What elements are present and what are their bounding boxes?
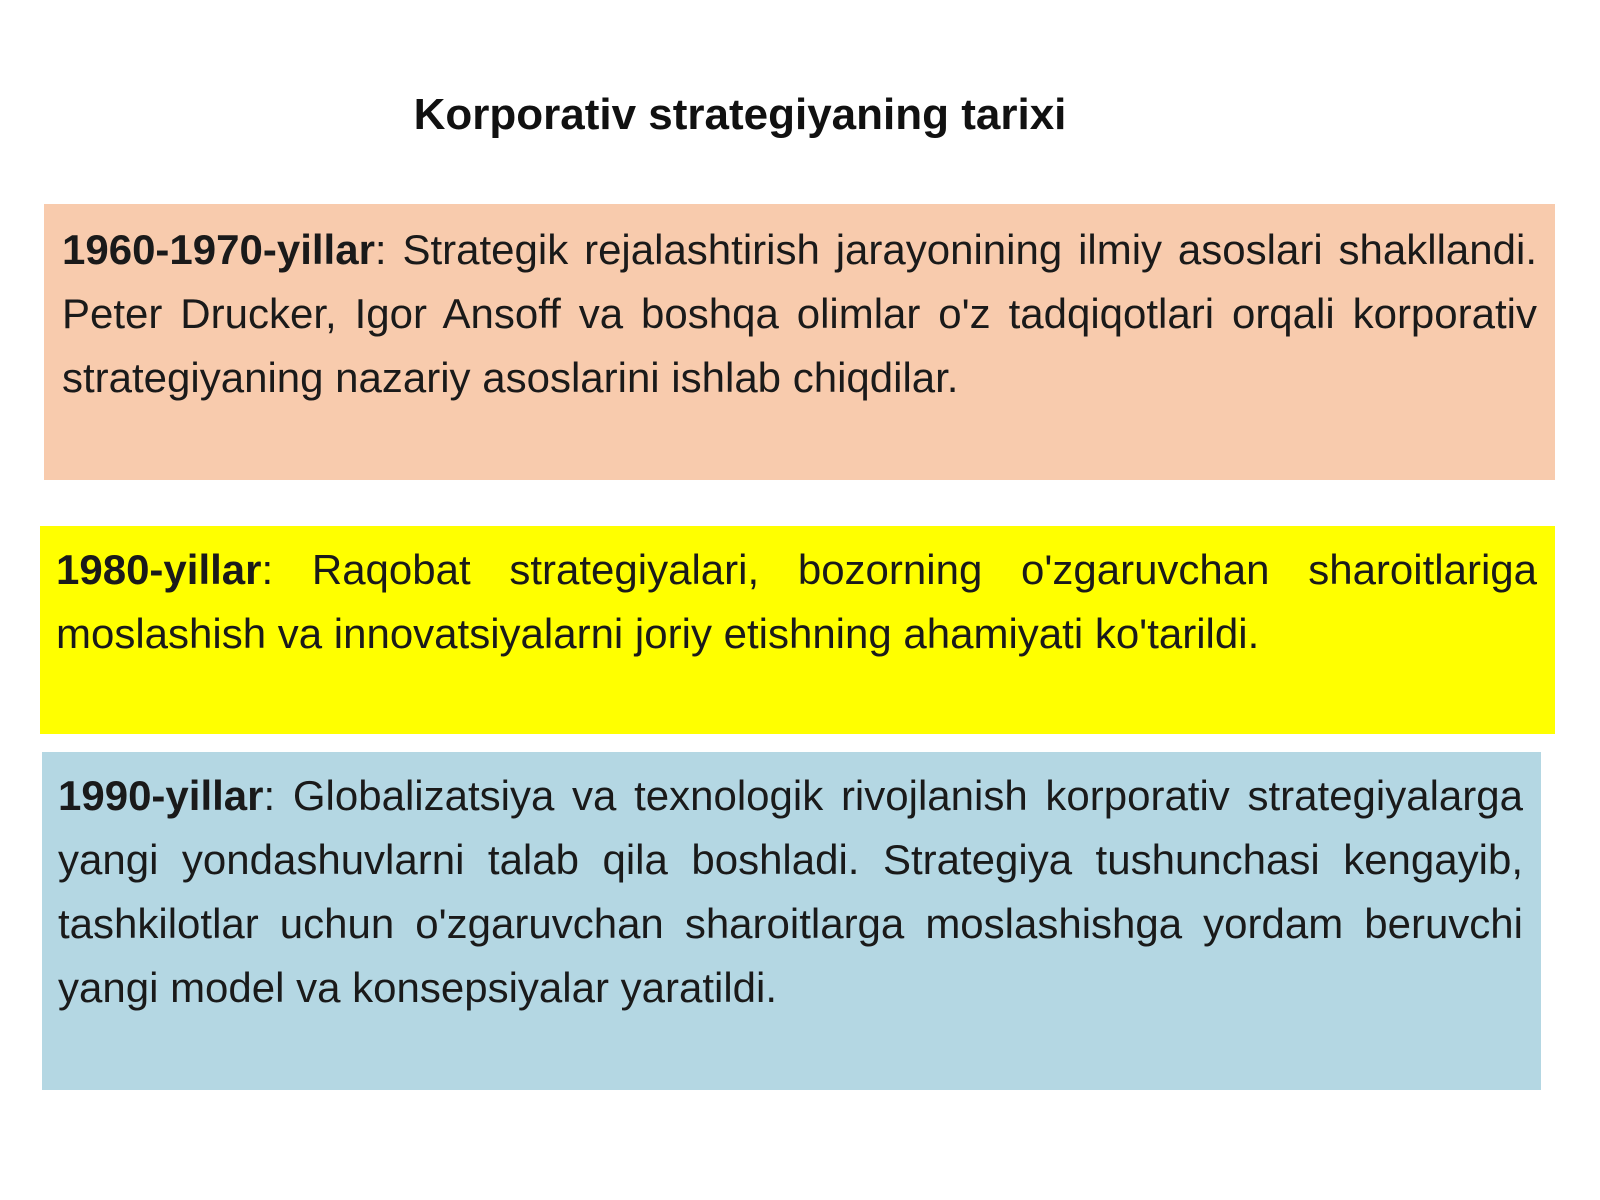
period-box-1990 [42, 752, 1541, 1090]
period-separator: : [261, 546, 274, 593]
period-box-1960-1970 [44, 204, 1555, 480]
slide-title: Korporativ strategiyaning tarixi [413, 90, 1067, 139]
period-label: 1990-yillar [58, 772, 264, 819]
period-label: 1960-1970-yillar [62, 226, 375, 273]
period-separator: : [374, 226, 387, 273]
period-label: 1980-yillar [56, 546, 262, 593]
period-text: Globalizatsiya va texnologik rivojlanish korporativ strategiyalarga yangi yondashuvlarni talab qila boshladi. Strategiya tushunchasi kengayib, tashkilotlar uchun o'zgaruvchan sharoitlarga moslashishga yordam beruvchi yangi model va konsepsiyalar yaratildi. [58, 772, 1523, 1011]
period-text: Strategik rejalashtirish jarayonining ilmiy asoslari shakllandi. Peter Drucker, Igor Ansoff va boshqa olimlar o'z tadqiqotlari orqali korporativ strategiyaning nazariy asoslarini ishlab chiqdilar. [62, 226, 1537, 401]
period-text: Raqobat strategiyalari, bozorning o'zgaruvchan sharoitlariga moslashish va innovatsiyalarni joriy etishning ahamiyati ko'tarildi. [56, 546, 1537, 657]
period-box-1980 [40, 526, 1555, 734]
period-separator: : [263, 772, 276, 819]
